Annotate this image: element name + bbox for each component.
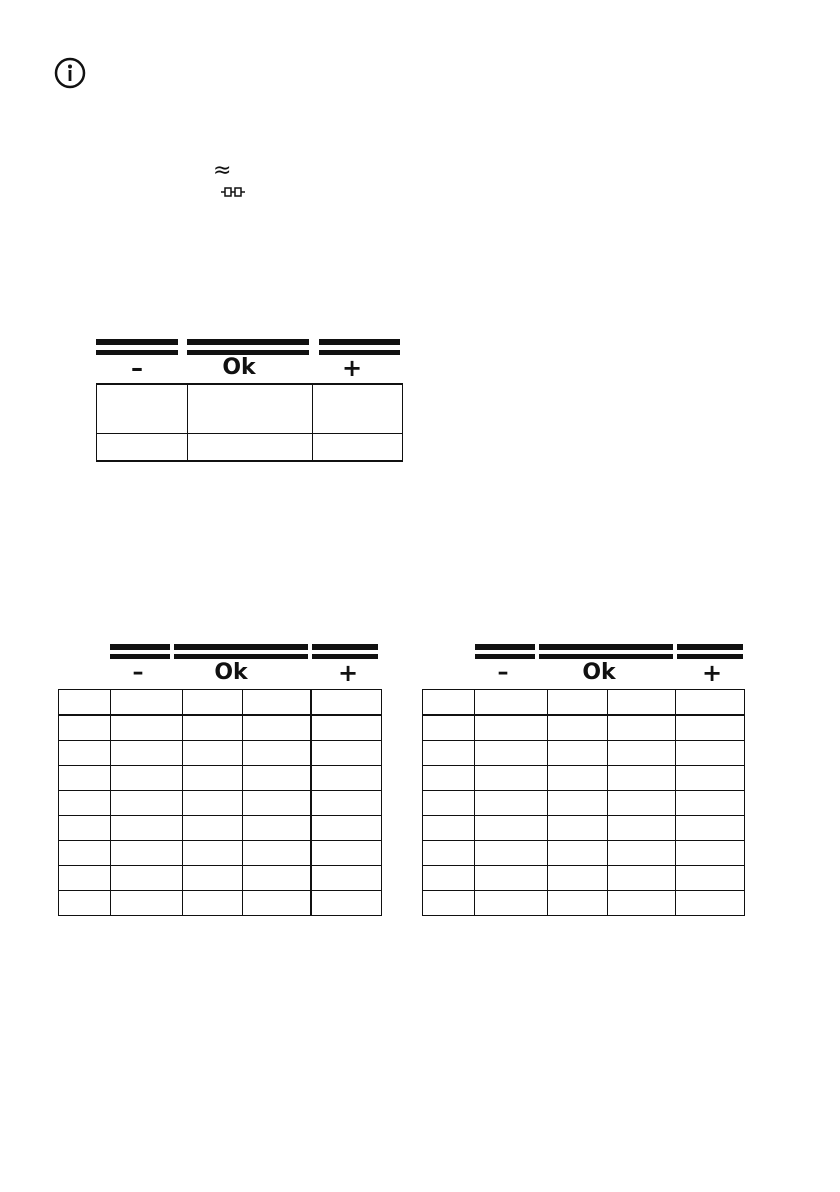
key-plus-button[interactable]: + bbox=[701, 659, 723, 687]
table-cell bbox=[59, 791, 111, 816]
key-ok-bar-bottom bbox=[539, 654, 673, 659]
table-cell bbox=[475, 791, 548, 816]
table-cell bbox=[183, 766, 243, 791]
table-cell bbox=[183, 791, 243, 816]
table-cell bbox=[608, 816, 676, 841]
table-cell bbox=[59, 690, 111, 716]
table-cell bbox=[311, 866, 382, 891]
table-cell bbox=[111, 741, 183, 766]
table-cell bbox=[548, 841, 608, 866]
table-cell bbox=[59, 841, 111, 866]
table-cell bbox=[475, 715, 548, 741]
table-cell bbox=[311, 816, 382, 841]
table-cell bbox=[475, 891, 548, 916]
table-row bbox=[59, 766, 382, 791]
key-minus-button[interactable]: – bbox=[131, 354, 143, 382]
table-cell bbox=[243, 741, 311, 766]
table-cell bbox=[608, 791, 676, 816]
table-cell bbox=[183, 741, 243, 766]
key-plus-bar-top bbox=[677, 644, 743, 650]
table-cell bbox=[423, 866, 475, 891]
key-minus-bar-top bbox=[475, 644, 535, 650]
table-row bbox=[97, 434, 403, 462]
table-cell bbox=[676, 741, 745, 766]
table-row bbox=[59, 891, 382, 916]
table-cell bbox=[111, 891, 183, 916]
table-cell bbox=[183, 891, 243, 916]
key-ok-button[interactable]: Ok bbox=[582, 660, 616, 685]
link-icon bbox=[221, 186, 245, 198]
table-cell bbox=[111, 841, 183, 866]
key-ok-bar-top bbox=[539, 644, 673, 650]
wave-icon: ≈ bbox=[213, 158, 232, 183]
table-cell bbox=[59, 715, 111, 741]
table-cell bbox=[475, 741, 548, 766]
key-plus-bar-top bbox=[319, 339, 400, 345]
table-cell bbox=[59, 766, 111, 791]
table-cell bbox=[608, 741, 676, 766]
table-cell bbox=[243, 791, 311, 816]
table-cell bbox=[676, 891, 745, 916]
table-row bbox=[423, 841, 745, 866]
table-cell bbox=[111, 715, 183, 741]
key-minus-bar-top bbox=[96, 339, 178, 345]
table-cell bbox=[548, 690, 608, 716]
key-minus-button[interactable]: – bbox=[132, 660, 144, 685]
table-row bbox=[59, 866, 382, 891]
table-cell bbox=[423, 741, 475, 766]
table-cell bbox=[548, 741, 608, 766]
table-row bbox=[97, 384, 403, 434]
table-cell bbox=[676, 766, 745, 791]
table-cell bbox=[183, 816, 243, 841]
table-row bbox=[59, 690, 382, 716]
table-cell bbox=[243, 841, 311, 866]
table-cell bbox=[423, 766, 475, 791]
table-cell bbox=[111, 766, 183, 791]
table-row bbox=[59, 715, 382, 741]
table-cell bbox=[423, 791, 475, 816]
table-row bbox=[423, 741, 745, 766]
table-cell bbox=[243, 715, 311, 741]
key-minus-bar-top bbox=[110, 644, 170, 650]
table-cell bbox=[475, 816, 548, 841]
key-ok-bar-bottom bbox=[174, 654, 308, 659]
table-cell bbox=[111, 816, 183, 841]
table-cell bbox=[243, 766, 311, 791]
table-row bbox=[423, 715, 745, 741]
table-cell bbox=[676, 866, 745, 891]
table-cell bbox=[311, 841, 382, 866]
table-cell bbox=[311, 766, 382, 791]
table-cell bbox=[423, 841, 475, 866]
table-cell bbox=[311, 690, 382, 716]
table-cell bbox=[311, 741, 382, 766]
table-cell bbox=[608, 766, 676, 791]
table-cell bbox=[111, 690, 183, 716]
table-cell bbox=[59, 741, 111, 766]
table-row bbox=[59, 791, 382, 816]
table-cell bbox=[183, 715, 243, 741]
table-cell bbox=[188, 434, 313, 462]
table-cell bbox=[608, 715, 676, 741]
table-cell bbox=[59, 816, 111, 841]
table-cell bbox=[111, 866, 183, 891]
table-cell bbox=[243, 816, 311, 841]
key-ok-button[interactable]: Ok bbox=[222, 355, 256, 380]
key-ok-bar-top bbox=[187, 339, 309, 345]
table-cell bbox=[608, 690, 676, 716]
table-cell bbox=[608, 841, 676, 866]
table-cell bbox=[243, 690, 311, 716]
table-cell bbox=[311, 791, 382, 816]
table-cell bbox=[188, 384, 313, 434]
table-row bbox=[423, 816, 745, 841]
table-row bbox=[423, 766, 745, 791]
table-cell bbox=[59, 891, 111, 916]
table-cell bbox=[313, 384, 403, 434]
table-cell bbox=[548, 766, 608, 791]
table-cell bbox=[548, 891, 608, 916]
key-minus-bar-bottom bbox=[110, 654, 170, 659]
table-cell bbox=[97, 384, 188, 434]
table-cell bbox=[475, 841, 548, 866]
table-cell bbox=[608, 891, 676, 916]
table-cell bbox=[676, 690, 745, 716]
table-right bbox=[422, 689, 745, 916]
table-row bbox=[423, 791, 745, 816]
table-cell bbox=[676, 791, 745, 816]
key-plus-button[interactable]: + bbox=[337, 659, 359, 687]
table-cell bbox=[183, 690, 243, 716]
key-plus-button[interactable]: + bbox=[341, 354, 363, 382]
table-cell bbox=[676, 715, 745, 741]
table-cell bbox=[311, 715, 382, 741]
table-cell bbox=[548, 791, 608, 816]
table-cell bbox=[311, 891, 382, 916]
table-cell bbox=[111, 791, 183, 816]
table-row bbox=[423, 866, 745, 891]
table-top bbox=[96, 383, 403, 462]
table-cell bbox=[243, 891, 311, 916]
table-cell bbox=[243, 866, 311, 891]
key-minus-bar-bottom bbox=[475, 654, 535, 659]
table-cell bbox=[475, 766, 548, 791]
table-cell bbox=[97, 434, 188, 462]
key-plus-bar-top bbox=[312, 644, 378, 650]
table-cell bbox=[183, 841, 243, 866]
table-row bbox=[423, 891, 745, 916]
table-cell bbox=[548, 715, 608, 741]
table-cell bbox=[548, 816, 608, 841]
table-cell bbox=[608, 866, 676, 891]
table-row bbox=[59, 816, 382, 841]
info-icon bbox=[54, 57, 86, 89]
table-cell bbox=[183, 866, 243, 891]
table-cell bbox=[59, 866, 111, 891]
key-minus-button[interactable]: – bbox=[497, 660, 509, 685]
table-left bbox=[58, 689, 382, 916]
table-cell bbox=[475, 690, 548, 716]
key-ok-button[interactable]: Ok bbox=[214, 660, 248, 685]
table-cell bbox=[676, 841, 745, 866]
table-cell bbox=[423, 816, 475, 841]
table-cell bbox=[313, 434, 403, 462]
table-cell bbox=[475, 866, 548, 891]
table-cell bbox=[423, 891, 475, 916]
table-cell bbox=[548, 866, 608, 891]
table-cell bbox=[423, 715, 475, 741]
table-cell bbox=[423, 690, 475, 716]
key-ok-bar-top bbox=[174, 644, 308, 650]
table-row bbox=[59, 841, 382, 866]
table-cell bbox=[676, 816, 745, 841]
table-row bbox=[59, 741, 382, 766]
table-row bbox=[423, 690, 745, 716]
